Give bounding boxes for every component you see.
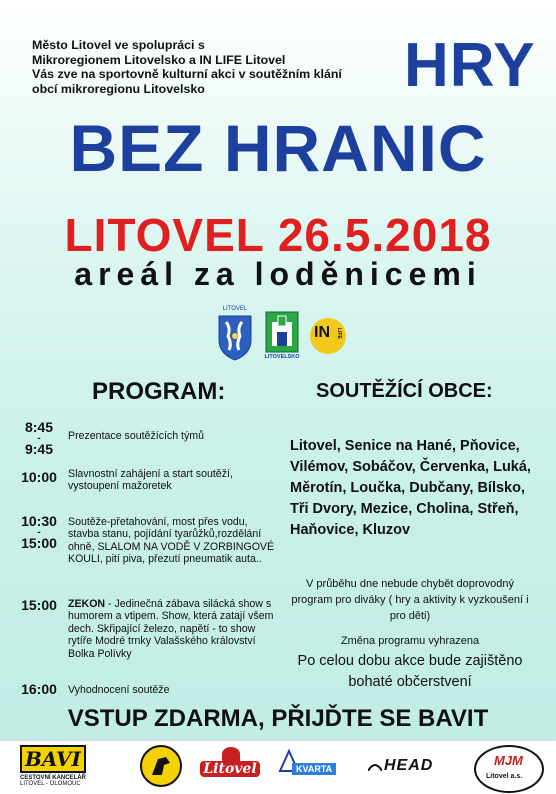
bavi-logo	[20, 745, 120, 789]
mjm-logo-text: MJM	[494, 753, 523, 768]
venue: areál za loděnicemi	[74, 256, 482, 292]
time-separator: -	[37, 433, 41, 444]
title-top: HRY	[404, 31, 536, 100]
program-item-text: - Jedinečná zábava silácká show s humorem a vtipem. Show, která zatají všem dech. Skřipající železo, napětí - to show rytíře Modré trnky Valašského království Bolka Polívky	[68, 598, 274, 660]
program-item-description: Prezentace soutěžících týmů	[68, 430, 205, 442]
bavi-logo-subtext: CESTOVNÍ KANCELÁŘ	[20, 775, 86, 781]
sponsors-strip	[0, 740, 556, 794]
time-separator: -	[37, 527, 41, 538]
program-time: 16:00	[21, 681, 57, 697]
in-life-logo-text: IN	[314, 324, 330, 341]
program-item-description: Slavnostní zahájení a start soutěží, vystoupení mažoretek	[68, 468, 233, 493]
time-start: 10:30	[21, 513, 57, 529]
mjm-logo	[474, 745, 544, 793]
time-end: 9:45	[24, 441, 54, 457]
program-time	[16, 420, 62, 457]
city-date: LITOVEL 26.5.2018	[64, 209, 492, 261]
program-time	[16, 514, 62, 551]
side-program-note: V průběhu dne nebude chybět doprovodný program pro diváky ( hry a aktivity k vyzkoušení i pro děti)	[291, 578, 529, 622]
intro-line: Mikroregionem Litovelsko a IN LIFE Litovel	[32, 52, 286, 67]
litovelsko-logo-label: LITOVELSKO	[264, 354, 300, 360]
horse-logo	[140, 745, 182, 787]
crown-icon	[222, 747, 240, 761]
in-life-logo	[310, 318, 346, 354]
competitors-line: Tři Dvory, Mezice, Cholina, Střeň,	[290, 501, 519, 517]
program-item-description	[68, 598, 278, 660]
mjm-logo-subtext: Litovel a.s.	[486, 773, 523, 780]
intro-line: Vás zve na sportovně kulturní akci v soutěžním klání	[32, 67, 342, 82]
bavi-logo-subtext: LITOVEL - OLOMOUC	[20, 781, 81, 787]
footer-slogan: VSTUP ZDARMA, PŘIJĎTE SE BAVIT	[67, 705, 489, 732]
change-note: Změna programu vyhrazena	[340, 635, 480, 647]
program-item-description: Soutěže-přetahování, most přes vodu, stavba stanu, pojídání tyarůžků,rozdělání ohně, SLALOM NA VODĚ V ZORBINGOVÉ KOULI, pití piva, přezutí pneumatik auta..	[68, 516, 275, 566]
intro-line: obcí mikroregionu Litovelsko	[32, 81, 205, 96]
intro-line: Město Litovel ve spolupráci s	[32, 38, 205, 52]
bavi-logo-text: BAVI	[20, 745, 86, 773]
time-end: 15:00	[21, 535, 57, 551]
competitors-heading: SOUTĚŽÍCÍ OBCE:	[316, 380, 493, 402]
head-logo-text: HEAD	[384, 757, 434, 774]
kvarta-logo-text: KVARTA	[292, 763, 336, 775]
title-main: BEZ HRANIC	[69, 111, 487, 185]
litovel-logo-label: LITOVEL	[222, 306, 248, 312]
time-start: 8:45	[24, 419, 54, 435]
intro-text	[32, 38, 377, 96]
competitors-list	[290, 436, 546, 541]
competitors-line: Litovel, Senice na Hané, Pňovice,	[290, 438, 520, 454]
head-logo	[368, 757, 458, 781]
program-time: 15:00	[21, 597, 57, 613]
competitors-line: Měrotín, Loučka, Dubčany, Bílsko,	[290, 480, 525, 496]
program-item-description: Vyhodnocení soutěže	[68, 684, 170, 696]
program-time: 10:00	[21, 469, 57, 485]
litovel-coat-of-arms-logo	[216, 306, 254, 362]
in-life-logo-subtext: LIFE	[336, 328, 342, 339]
competitors-line: Vilémov, Sobáčov, Červenka, Luká,	[290, 459, 531, 475]
competitors-line: Haňovice, Kluzov	[290, 522, 411, 538]
litovel-beer-logo	[200, 747, 260, 787]
program-heading: PROGRAM:	[92, 378, 226, 405]
litovelsko-logo	[264, 310, 300, 362]
refreshment-note: Po celou dobu akce bude zajištěno bohaté občerstvení	[297, 653, 523, 690]
kvarta-logo	[278, 749, 348, 787]
program-item-highlight: ZEKON	[68, 598, 106, 610]
litovel-beer-logo-text: Litovel	[200, 761, 260, 777]
